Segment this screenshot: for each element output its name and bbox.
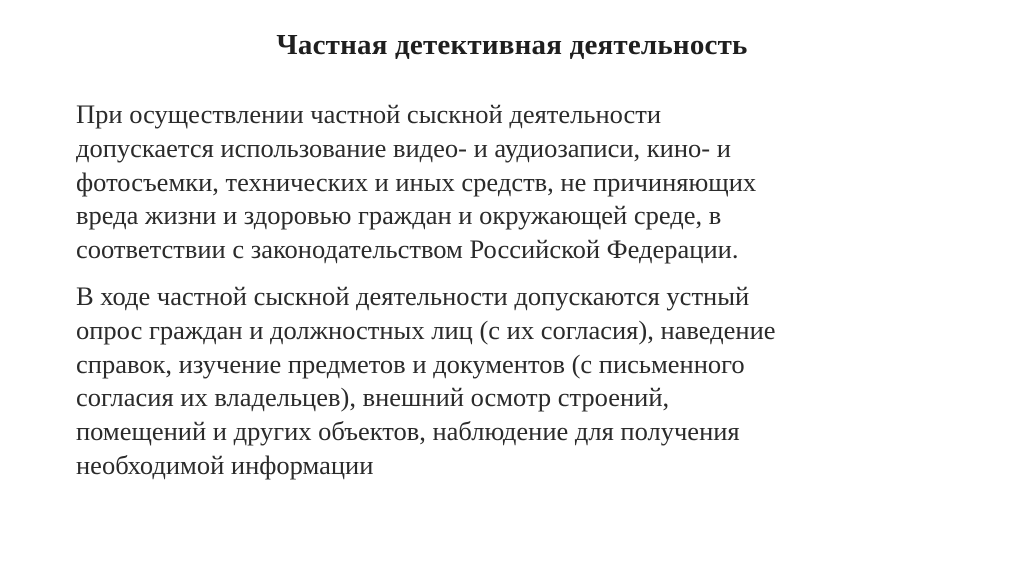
paragraph-line: необходимой информации <box>76 449 374 480</box>
paragraph-line: допускается использование видео- и аудиозаписи, кино- и <box>76 132 731 163</box>
slide-body <box>76 98 956 483</box>
paragraph-line: опрос граждан и должностных лиц (с их согласия), наведение <box>76 314 776 345</box>
paragraph-line: фотосъемки, технических и иных средств, не причиняющих <box>76 166 757 197</box>
paragraph-2 <box>76 280 956 483</box>
slide-title: Частная детективная деятельность <box>276 29 748 61</box>
paragraph-line: При осуществлении частной сыскной деятельности <box>76 99 662 129</box>
paragraph-line: В ходе частной сыскной деятельности допускаются устный <box>76 280 750 311</box>
paragraph-line: справок, изучение предметов и документов (с письменного <box>76 348 745 379</box>
paragraph-line: вреда жизни и здоровью граждан и окружающей среде, в <box>76 200 722 231</box>
paragraph-1 <box>76 98 956 267</box>
paragraph-line: согласия их владельцев), внешний осмотр строений, <box>76 382 670 413</box>
paragraph-line: соответствии с законодательством Российской Федерации. <box>76 234 739 265</box>
paragraph-line: помещений и других объектов, наблюдение для получения <box>76 416 740 447</box>
